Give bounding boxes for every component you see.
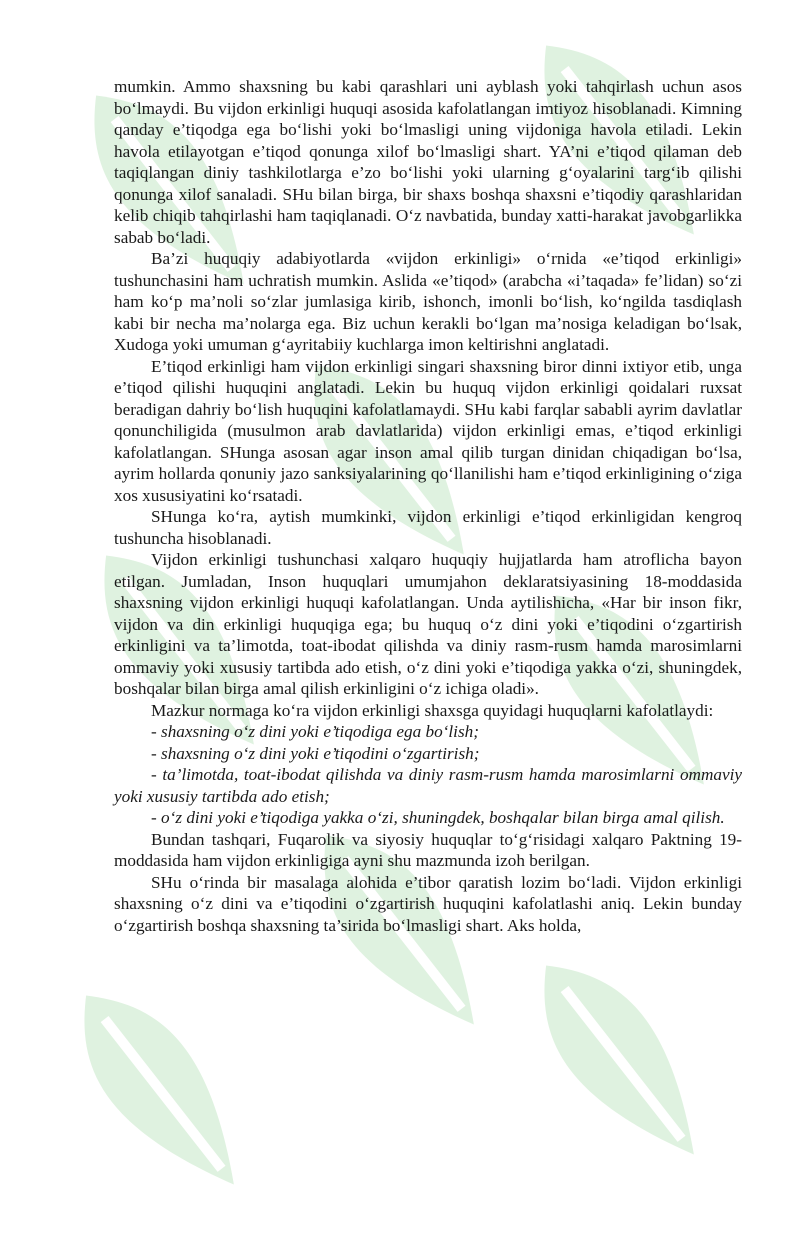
paragraph-8: SHu o‘rinda bir masalaga alohida e’tibor qaratish lozim bo‘ladi. Vijdon erkinligi shaxsning o‘z dini va e’tiqodini o‘zgartirish huquqini kafolatlashi aniq. Lekin bunday o‘zgartirish boshqa shaxsning ta’sirida bo‘lmasligi shart. Aks holda, — [114, 872, 742, 935]
document-page — [114, 76, 742, 936]
leaf-logo-watermark-icon — [461, 896, 779, 1224]
paragraph-4: SHunga ko‘ra, aytish mumkinki, vijdon erkinligi e’tiqod erkinligidan kengroq tushuncha hisoblanadi. — [114, 507, 742, 548]
paragraph-7: Bundan tashqari, Fuqarolik va siyosiy huquqlar to‘g‘risidagi xalqaro Paktning 19-moddasida ham vijdon erkinligiga ayni shu mazmunda izoh berilgan. — [114, 829, 742, 870]
paragraph-1: mumkin. Ammo shaxsning bu kabi qarashlari uni ayblash yoki tahqirlash uchun asos bo‘lmaydi. Bu vijdon erkinligi huquqi asosida kafolatlangan imtiyoz hisoblanadi. Kimning qanday e’tiqodga ega bo‘lishi yoki bo‘lmasligi uning vijdoniga havola etiladi. Lekin havola etilayotgan e’tiqod qonunga xilof bo‘lmasligi shart. YA’ni e’tiqod qilaman deb taqiqlangan diniy tashkilotlarga e’zo bo‘lishi yoki ularning g‘oyalarini targ‘ib qilishi qonunga xilof sanaladi. SHu bilan birga, bir shaxs boshqa shaxsni e’tiqodiy qarashlaridan kelib chiqib tahqirlashi ham taqiqlanadi. O‘z navbatida, bunday xatti-harakat javobgarlikka sabab bo‘ladi. — [114, 77, 742, 247]
list-item-3: - ta’limotda, toat-ibodat qilishda va diniy rasm-rusm hamda marosimlarni ommaviy yoki xususiy tartibda ado etish; — [114, 765, 742, 806]
list-item-4: - o‘z dini yoki e’tiqodiga yakka o‘zi, shuningdek, boshqalar bilan birga amal qilish. — [151, 808, 725, 827]
list-item-1: - shaxsning o‘z dini yoki e’tiqodiga ega bo‘lish; — [151, 722, 479, 741]
list-item-2: - shaxsning o‘z dini yoki e’tiqodini o‘zgartirish; — [151, 743, 480, 763]
paragraph-2: Ba’zi huquqiy adabiyotlarda «vijdon erkinligi» o‘rnida «e’tiqod erkinligi» tushunchasini ham uchratish mumkin. Aslida «e’tiqod» (arabcha «i’taqada» fe’lidan) so‘zi ham ko‘p ma’noli so‘zlar jumlasiga kirib, ishonch, imonli bo‘lish, ko‘ngilda tasdiqlash kabi bir necha ma’nolarga ega. Biz uchun kerakli bo‘lgan ma’nosiga keladigan bo‘lsak, Xudoga yoki umuman g‘ayritabiiy kuchlarga imon keltirishni anglatadi. — [114, 249, 742, 354]
leaf-logo-watermark-icon — [1, 926, 319, 1254]
paragraph-5: Vijdon erkinligi tushunchasi xalqaro huquqiy hujjatlarda ham atroflicha bayon etilgan. Jumladan, Inson huquqlari umumjahon deklaratsiyasining 18-moddasida shaxsning vijdon erkinligi huquqi kafolatlangan. Unda aytilishicha, «Har bir inson fikr, vijdon va din erkinligi huquqiga ega; bu huquq o‘z dini yoki e’tiqodini o‘zgartirish erkinligini va ta’limotda, toat-ibodat qilishda va diniy rasm-rusm hamda marosimlarni ommaviy yoki xususiy tartibda ado etish, o‘z dini yoki e’tiqodiga yakka o‘zi, shuningdek, boshqalar bilan birga amal qilish erkinligini o‘z ichiga oladi». — [114, 550, 742, 698]
paragraph-3: E’tiqod erkinligi ham vijdon erkinligi singari shaxsning biror dinni ixtiyor etib, unga e’tiqod qilishi huquqini anglatadi. Lekin bu huquq vijdon erkinligi qoidalari ruxsat beradigan dahriy bo‘lish huquqini kafolatlamaydi. SHu kabi farqlar sababli ayrim davlatlar qonunchiligida (musulmon arab davlatlarida) vijdon erkinligi emas, e’tiqod erkinligi kafolatlangan. SHunga asosan agar inson amal qilib turgan dinidan chiqadigan bo‘lsa, ayrim hollarda qonuniy jazo sanksiyalarining qo‘llanilishi ham e’tiqod erkinligining o‘ziga xos xususiyatini ko‘rsatadi. — [114, 356, 742, 505]
paragraph-6: Mazkur normaga ko‘ra vijdon erkinligi shaxsga quyidagi huquqlarni kafolatlaydi: — [151, 700, 714, 720]
